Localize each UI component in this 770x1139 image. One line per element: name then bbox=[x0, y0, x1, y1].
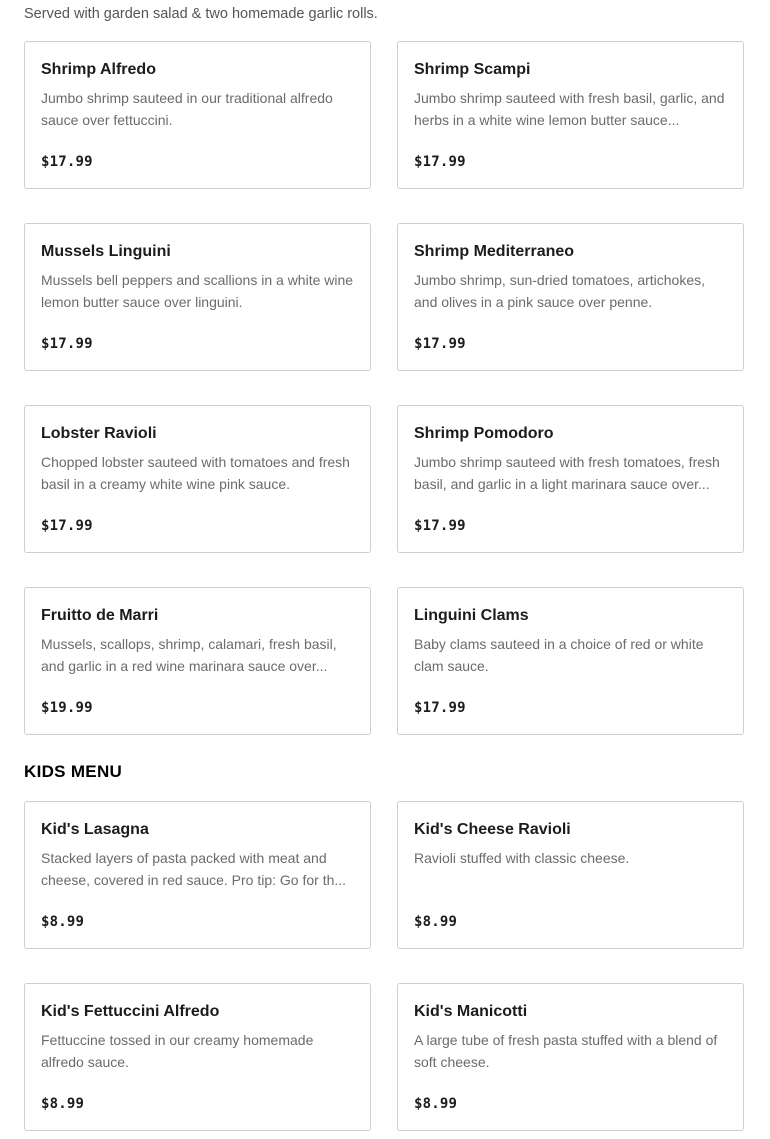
menu-item-card[interactable] bbox=[397, 587, 744, 735]
menu-item-card[interactable] bbox=[397, 983, 744, 1131]
item-name: Kid's Cheese Ravioli bbox=[414, 821, 571, 838]
menu-item-card[interactable] bbox=[397, 223, 744, 371]
item-price: $8.99 bbox=[41, 1096, 85, 1112]
item-description: Jumbo shrimp sauteed with fresh tomatoes, fresh basil, and garlic in a light marinara sauce over... bbox=[414, 454, 720, 492]
item-name: Kid's Fettuccini Alfredo bbox=[41, 1003, 220, 1020]
item-description: Jumbo shrimp sauteed with fresh basil, garlic, and herbs in a white wine lemon butter sauce... bbox=[414, 90, 725, 128]
section-heading-kids-menu: KIDS MENU bbox=[24, 762, 123, 781]
menu-item-card[interactable] bbox=[397, 405, 744, 553]
item-price: $8.99 bbox=[414, 914, 458, 930]
item-description: Mussels bell peppers and scallions in a white wine lemon butter sauce over linguini. bbox=[41, 272, 354, 310]
item-description: Fettuccine tossed in our creamy homemade alfredo sauce. bbox=[41, 1032, 314, 1070]
menu-item-card[interactable] bbox=[24, 223, 371, 371]
item-name: Shrimp Scampi bbox=[414, 61, 531, 78]
item-description: Mussels, scallops, shrimp, calamari, fresh basil, and garlic in a red wine marinara sauce over... bbox=[41, 636, 337, 674]
menu-item-card[interactable] bbox=[24, 983, 371, 1131]
item-price: $17.99 bbox=[41, 336, 93, 352]
menu-item-card[interactable] bbox=[24, 587, 371, 735]
menu-item-card[interactable] bbox=[24, 41, 371, 189]
item-description: Jumbo shrimp, sun-dried tomatoes, artichokes, and olives in a pink sauce over penne. bbox=[414, 272, 706, 310]
menu-item-card[interactable] bbox=[24, 801, 371, 949]
item-description: Jumbo shrimp sauteed in our traditional alfredo sauce over fettuccini. bbox=[41, 90, 333, 128]
item-name: Lobster Ravioli bbox=[41, 425, 157, 442]
item-description: Chopped lobster sauteed with tomatoes and fresh basil in a creamy white wine pink sauce. bbox=[41, 454, 350, 492]
item-description: A large tube of fresh pasta stuffed with a blend of soft cheese. bbox=[414, 1032, 718, 1070]
section-intro: Served with garden salad & two homemade garlic rolls. bbox=[24, 6, 378, 22]
item-price: $17.99 bbox=[414, 700, 466, 716]
item-description: Ravioli stuffed with classic cheese. bbox=[414, 850, 630, 866]
item-name: Linguini Clams bbox=[414, 607, 529, 624]
item-description: Baby clams sauteed in a choice of red or white clam sauce. bbox=[414, 636, 704, 674]
menu-item-card[interactable] bbox=[397, 41, 744, 189]
item-price: $19.99 bbox=[41, 700, 93, 716]
item-name: Shrimp Mediterraneo bbox=[414, 243, 575, 260]
item-price: $17.99 bbox=[41, 154, 93, 170]
item-price: $17.99 bbox=[41, 518, 93, 534]
item-description: Stacked layers of pasta packed with meat and cheese, covered in red sauce. Pro tip: Go for th... bbox=[41, 850, 347, 888]
item-name: Shrimp Alfredo bbox=[41, 61, 156, 78]
item-price: $17.99 bbox=[414, 336, 466, 352]
item-name: Fruitto de Marri bbox=[41, 607, 159, 624]
item-price: $8.99 bbox=[414, 1096, 458, 1112]
item-name: Kid's Manicotti bbox=[414, 1003, 528, 1020]
menu-item-card[interactable] bbox=[397, 801, 744, 949]
item-name: Kid's Lasagna bbox=[41, 821, 149, 838]
item-name: Mussels Linguini bbox=[41, 243, 171, 260]
menu-item-card[interactable] bbox=[24, 405, 371, 553]
item-price: $17.99 bbox=[414, 154, 466, 170]
item-price: $8.99 bbox=[41, 914, 85, 930]
item-name: Shrimp Pomodoro bbox=[414, 425, 554, 442]
item-price: $17.99 bbox=[414, 518, 466, 534]
